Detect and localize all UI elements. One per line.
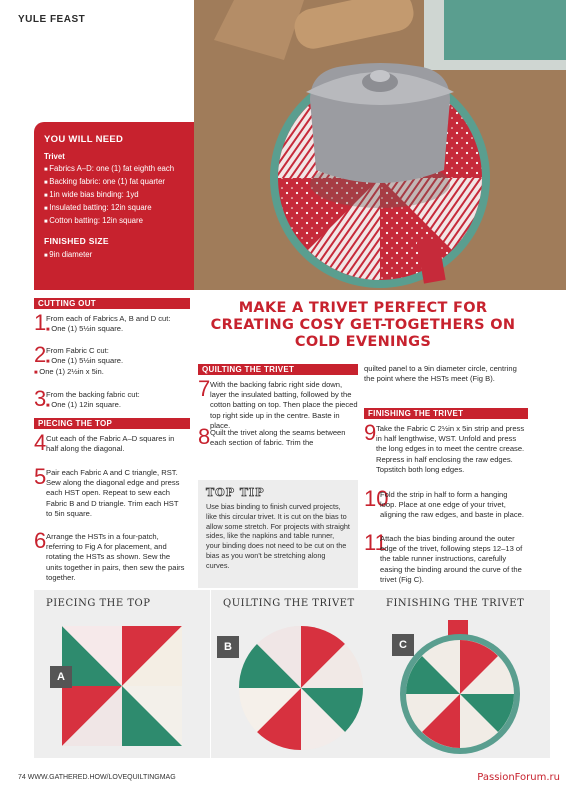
you-will-need-subheading: Trivet bbox=[44, 152, 65, 161]
figure-title: FINISHING THE TRIVET bbox=[386, 598, 525, 609]
step-text bbox=[46, 390, 186, 411]
hero-photo bbox=[194, 0, 566, 290]
step-number: 7 bbox=[198, 376, 211, 401]
top-tip-heading: TOP TIP bbox=[206, 486, 265, 499]
need-item: ■ Fabrics A–D: one (1) fat eighth each bbox=[44, 163, 184, 176]
page-number: 74 bbox=[18, 774, 26, 781]
piecing-heading: PIECING THE TOP bbox=[34, 418, 190, 429]
need-item: ■ Cotton batting: 12in square bbox=[44, 215, 184, 228]
footer bbox=[18, 774, 176, 781]
footer-url[interactable]: WWW.GATHERED.HOW/LOVEQUILTINGMAG bbox=[27, 774, 176, 781]
step-number: 6 bbox=[34, 528, 47, 553]
top-tip-text: Use bias binding to finish curved projects, like this circular trivet. It is cut on the bias to allow some stretch. For projects with straight sides, like the napkins and table runner, your binding does not need to be cut on the bias as you won't be stretching along curves. bbox=[206, 502, 350, 570]
you-will-need-heading: YOU WILL NEED bbox=[44, 134, 124, 145]
finished-size-heading: FINISHED SIZE bbox=[44, 236, 109, 246]
watermark: PassionForum.ru bbox=[477, 772, 560, 783]
step-text: Arrange the HSTs in a four-patch, referring to Fig A for placement, and rotating the HSTs as shown. Sew the units together in pairs, then sew the pairs together. bbox=[46, 532, 185, 582]
step-text: Attach the bias binding around the outer edge of the trivet, following steps 12–13 of the table runner instructions, carefully easing the binding around the curve of the trivet (Fig C). bbox=[380, 534, 523, 584]
step-text bbox=[46, 314, 186, 335]
step-number: 11 bbox=[364, 530, 387, 555]
step-text-line: From the backing fabric cut: bbox=[46, 390, 140, 399]
page-title: MAKE A TRIVET PERFECT FOR CREATING COSY GET-TOGETHERS ON COLD EVENINGS bbox=[210, 300, 516, 350]
top-tip-box bbox=[198, 480, 358, 588]
section-label: YULE FEAST bbox=[18, 14, 86, 25]
finished-size-item: ■ 9in diameter bbox=[44, 249, 184, 262]
figure-title: QUILTING THE TRIVET bbox=[223, 598, 355, 609]
step-bullet: ■ One (1) 5½in square. bbox=[46, 356, 186, 367]
step-number: 8 bbox=[198, 424, 211, 449]
figure-badge: C bbox=[392, 634, 414, 656]
step-number: 9 bbox=[364, 420, 377, 445]
finishing-heading: FINISHING THE TRIVET bbox=[364, 408, 528, 419]
step-text-line: From Fabric C cut: bbox=[46, 346, 109, 355]
step-text: Quilt the trivet along the seams between each section of fabric. Trim the bbox=[210, 428, 346, 448]
step-text: Take the Fabric C 2½in x 5in strip and press in half lengthwise, WST. Unfold and press the long edges in to meet the centre crease. Repress in half enclosing the raw edges. Topstitch both long edges. bbox=[376, 424, 525, 474]
step-number: 4 bbox=[34, 430, 47, 455]
step-number: 2 bbox=[34, 342, 47, 367]
figure-badge: B bbox=[217, 636, 239, 658]
figure-a-image bbox=[52, 622, 192, 750]
cutting-out-heading: CUTTING OUT bbox=[34, 298, 190, 309]
step-bullet: ■ One (1) 12in square. bbox=[46, 400, 186, 411]
step-text: Cut each of the Fabric A–D squares in half along the diagonal. bbox=[46, 434, 175, 454]
step-text: Fold the strip in half to form a hanging loop. Place at one edge of your trivet, aligning the raw edges, and baste in place. bbox=[380, 490, 524, 520]
figure-c-panel bbox=[374, 590, 550, 758]
need-item: ■ 1in wide bias binding: 1yd bbox=[44, 189, 184, 202]
quilting-heading: QUILTING THE TRIVET bbox=[198, 364, 358, 375]
step-number: 10 bbox=[364, 486, 389, 511]
step-text: With the backing fabric right side down, layer the insulated batting, followed by the cotton batting on top. Then place the pieced top right side up in the centre. Baste in place. bbox=[210, 380, 358, 430]
figure-a-panel bbox=[34, 590, 210, 758]
step-text bbox=[46, 346, 186, 367]
you-will-need-box bbox=[34, 122, 194, 290]
step-number: 5 bbox=[34, 464, 47, 489]
need-item: ■ Backing fabric: one (1) fat quarter bbox=[44, 176, 184, 189]
figure-title: PIECING THE TOP bbox=[46, 598, 151, 609]
step-text: Pair each Fabric A and C triangle, RST. Sew along the diagonal edge and press each HST open. Repeat to sew each Fabric B and D triangle. Trim each HST to 5in square. bbox=[46, 468, 180, 518]
step-text-continued: quilted panel to a 9in diameter circle, centring the point where the HSTs meet (Fig B). bbox=[364, 364, 517, 384]
figure-badge: A bbox=[50, 666, 72, 688]
need-item: ■ Insulated batting: 12in square bbox=[44, 202, 184, 215]
step-text-line: From each of Fabrics A, B and D cut: bbox=[46, 314, 171, 323]
step-bullet: ■ One (1) 2½in x 5in. bbox=[34, 367, 184, 378]
step-bullet: ■ One (1) 5½in square. bbox=[46, 324, 186, 335]
figure-b-panel bbox=[211, 590, 387, 758]
step-number: 1 bbox=[34, 310, 47, 335]
step-number: 3 bbox=[34, 386, 47, 411]
figure-b-image bbox=[229, 618, 369, 754]
